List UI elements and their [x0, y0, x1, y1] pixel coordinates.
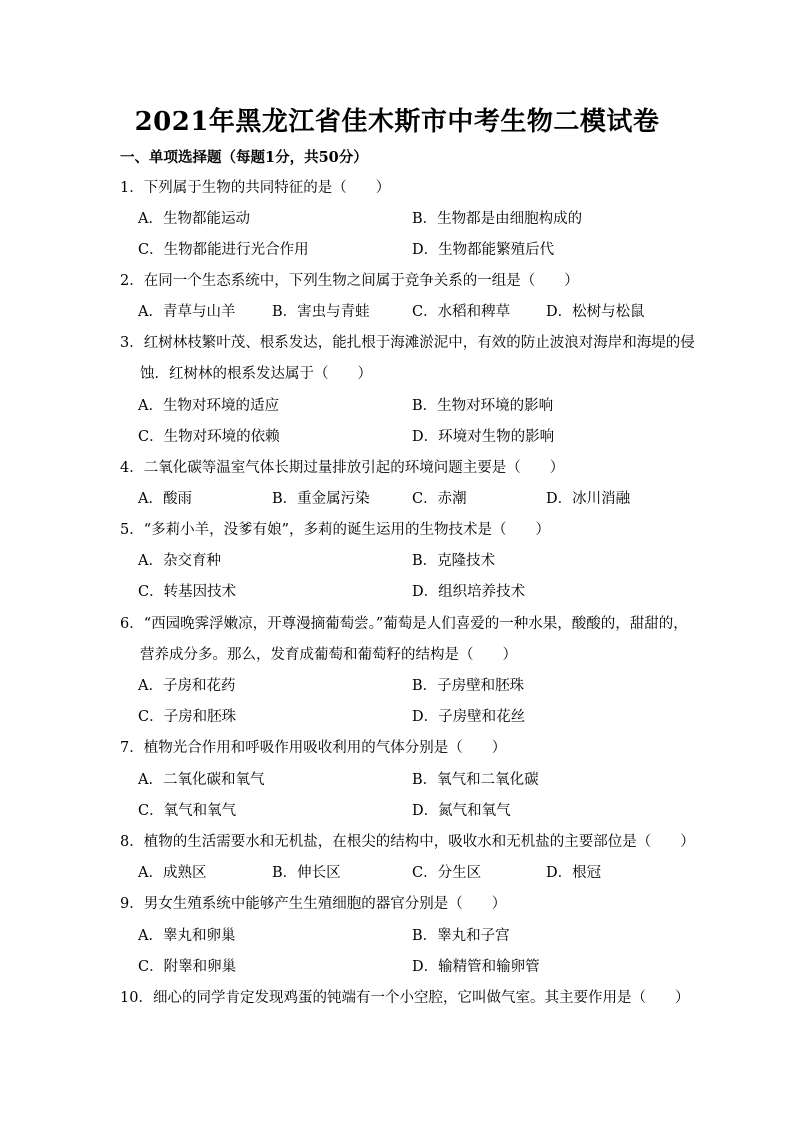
- question-3-option-b[interactable]: B．生物对环境的影响: [412, 398, 554, 414]
- question-2-option-d[interactable]: D．松树与松鼠: [546, 304, 645, 320]
- section-heading: 一、单项选择题（每题1分，共50分）: [120, 149, 368, 166]
- question-9-option-b[interactable]: B．睾丸和子宫: [412, 928, 510, 944]
- question-1-option-c[interactable]: C．生物都能进行光合作用: [138, 242, 309, 258]
- question-6-stem-continued: 营养成分多。那么，发育成葡萄和葡萄籽的结构是（ ）: [140, 647, 517, 663]
- question-1-option-a[interactable]: A．生物都能运动: [138, 211, 250, 227]
- question-5-option-c[interactable]: C．转基因技术: [138, 584, 237, 600]
- question-9-option-a[interactable]: A．睾丸和卵巢: [138, 928, 236, 944]
- question-9-option-c[interactable]: C．附睾和卵巢: [138, 959, 237, 975]
- question-4-option-c[interactable]: C．赤潮: [412, 491, 467, 507]
- question-8-option-a[interactable]: A．成熟区: [138, 865, 207, 881]
- question-8-option-c[interactable]: C．分生区: [412, 865, 482, 881]
- question-1-option-d[interactable]: D．生物都能繁殖后代: [412, 242, 555, 258]
- question-8-option-b[interactable]: B．伸长区: [272, 865, 341, 881]
- question-7-option-b[interactable]: B．氧气和二氧化碳: [412, 772, 539, 788]
- exam-title: 2021年黑龙江省佳木斯市中考生物二模试卷: [134, 107, 660, 137]
- question-6-option-b[interactable]: B．子房壁和胚珠: [412, 678, 525, 694]
- question-2-option-b[interactable]: B．害虫与青蛙: [272, 304, 370, 320]
- question-3-stem-continued: 蚀．红树林的根系发达属于（ ）: [140, 366, 372, 382]
- question-5-option-b[interactable]: B．克隆技术: [412, 553, 496, 569]
- question-2-option-c[interactable]: C．水稻和稗草: [412, 304, 511, 320]
- question-9-stem: 9．男女生殖系统中能够产生生殖细胞的器官分别是（ ）: [120, 896, 507, 912]
- question-4-option-d[interactable]: D．冰川消融: [546, 491, 631, 507]
- question-4-option-a[interactable]: A．酸雨: [138, 491, 192, 507]
- question-1-option-b[interactable]: B．生物都是由细胞构成的: [412, 211, 583, 227]
- question-7-stem: 7．植物光合作用和呼吸作用吸收利用的气体分别是（ ）: [120, 740, 507, 756]
- question-4-option-b[interactable]: B．重金属污染: [272, 491, 370, 507]
- question-5-stem: 5．“多莉小羊，没爹有娘”，多莉的诞生运用的生物技术是（ ）: [120, 522, 551, 538]
- question-6-option-d[interactable]: D．子房壁和花丝: [412, 709, 526, 725]
- question-6-option-c[interactable]: C．子房和胚珠: [138, 709, 237, 725]
- question-6-option-a[interactable]: A．子房和花药: [138, 678, 236, 694]
- question-5-option-d[interactable]: D．组织培养技术: [412, 584, 526, 600]
- question-1-stem: 1．下列属于生物的共同特征的是（ ）: [120, 180, 391, 196]
- question-2-option-a[interactable]: A．青草与山羊: [138, 304, 236, 320]
- question-3-option-d[interactable]: D．环境对生物的影响: [412, 429, 555, 445]
- question-8-option-d[interactable]: D．根冠: [546, 865, 602, 881]
- question-6-stem: 6．“西园晚霁浮嫩凉，开尊漫摘葡萄尝。”葡萄是人们喜爱的一种水果，酸酸的，甜甜的，: [120, 616, 688, 632]
- question-5-option-a[interactable]: A．杂交育种: [138, 553, 221, 569]
- question-2-stem: 2．在同一个生态系统中，下列生物之间属于竞争关系的一组是（ ）: [120, 273, 579, 289]
- question-4-stem: 4．二氧化碳等温室气体长期过量排放引起的环境问题主要是（ ）: [120, 460, 565, 476]
- question-7-option-d[interactable]: D．氮气和氧气: [412, 803, 511, 819]
- question-7-option-a[interactable]: A．二氧化碳和氧气: [138, 772, 265, 788]
- question-7-option-c[interactable]: C．氧气和氧气: [138, 803, 237, 819]
- question-8-stem: 8．植物的生活需要水和无机盐，在根尖的结构中，吸收水和无机盐的主要部位是（ ）: [120, 834, 695, 850]
- question-3-option-a[interactable]: A．生物对环境的适应: [138, 398, 279, 414]
- question-10-stem: 10．细心的同学肯定发现鸡蛋的钝端有一个小空腔，它叫做气室。其主要作用是（ ）: [120, 990, 690, 1006]
- question-3-option-c[interactable]: C．生物对环境的依赖: [138, 429, 280, 445]
- question-3-stem: 3．红树林枝繁叶茂、根系发达，能扎根于海滩淤泥中，有效的防止波浪对海岸和海堤的侵: [120, 335, 695, 351]
- question-9-option-d[interactable]: D．输精管和输卵管: [412, 959, 540, 975]
